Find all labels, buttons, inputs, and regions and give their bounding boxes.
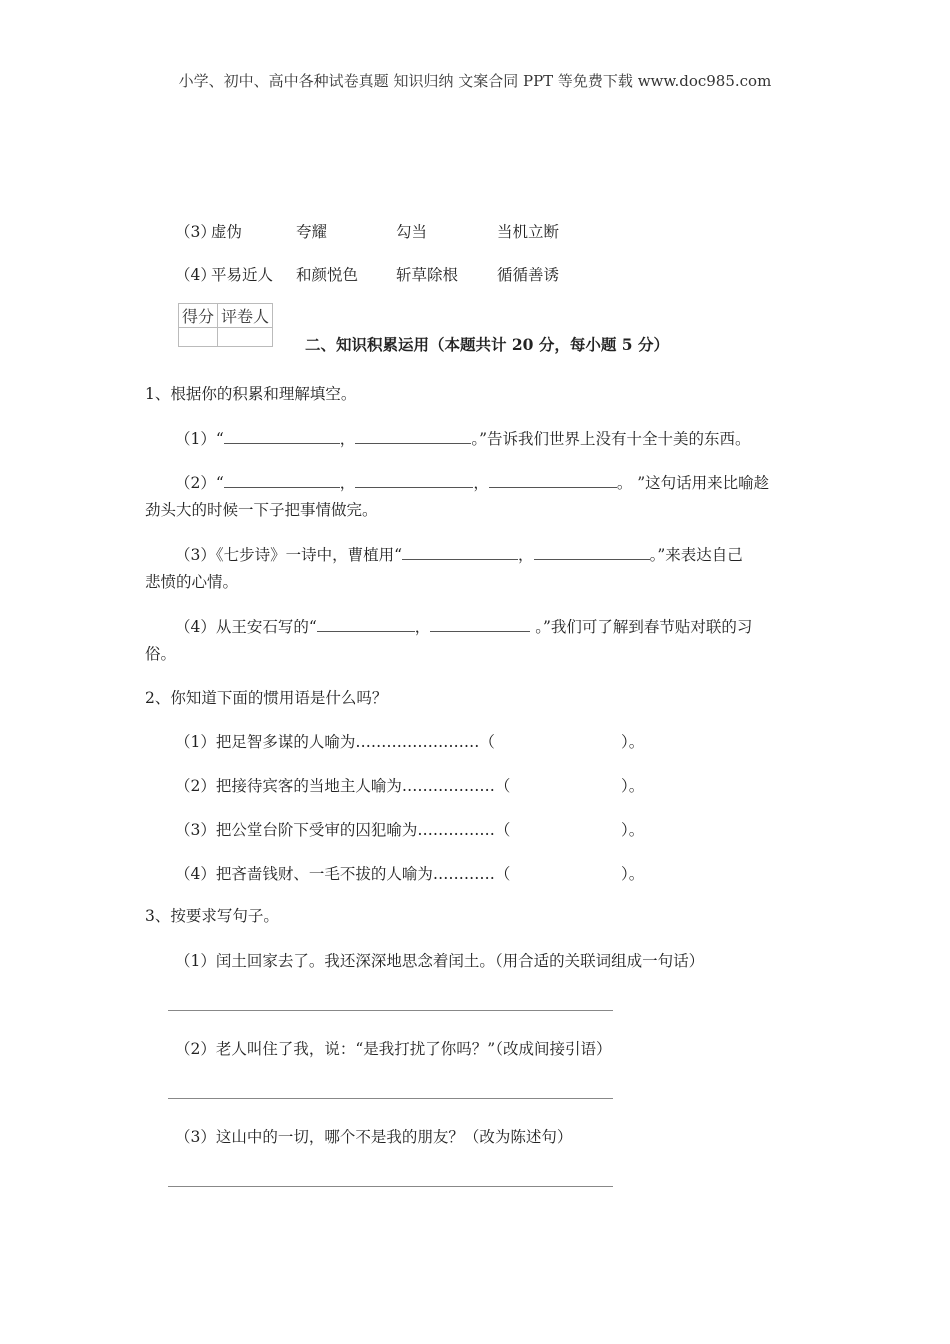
q3-item-1: （1）闰土回家去了。我还深深地思念着闰土。（用合适的关联词组成一句话） bbox=[175, 952, 705, 970]
answer-line[interactable] bbox=[168, 1010, 613, 1011]
word-group-4-word: 平易近人 bbox=[211, 266, 274, 284]
word-group-4-word: 和颜悦色 bbox=[296, 266, 359, 284]
word-group-3-word: 当机立断 bbox=[497, 223, 560, 241]
fill-blank[interactable] bbox=[355, 471, 473, 488]
q1-item-3: （3）《七步诗》一诗中，曹植用“ ， 。”来表达自己 bbox=[175, 543, 743, 566]
word-group-3-word: 勾当 bbox=[396, 223, 428, 241]
word-group-4-num: （4） bbox=[175, 266, 216, 284]
grader-cell[interactable] bbox=[218, 328, 273, 347]
q3-item-2: （2）老人叫住了我，说：“是我打扰了你吗？”（改成间接引语） bbox=[175, 1040, 612, 1058]
grader-header: 评卷人 bbox=[218, 304, 273, 328]
question-2-title: 2、你知道下面的惯用语是什么吗？ bbox=[145, 689, 388, 707]
word-group-4-word: 斩草除根 bbox=[396, 266, 459, 284]
q2-item-3: （3）把公堂台阶下受审的囚犯喻为……………（ bbox=[175, 821, 511, 839]
answer-line[interactable] bbox=[168, 1098, 613, 1099]
q2-item-3-close: ）。 bbox=[621, 821, 645, 839]
q2-item-1-close: ）。 bbox=[621, 733, 645, 751]
fill-blank[interactable] bbox=[402, 543, 518, 560]
fill-blank[interactable] bbox=[317, 615, 415, 632]
answer-line[interactable] bbox=[168, 1186, 613, 1187]
score-cell[interactable] bbox=[179, 328, 218, 347]
q3-item-3: （3）这山中的一切，哪个不是我的朋友？（改为陈述句） bbox=[175, 1128, 573, 1146]
q2-item-4: （4）把吝啬钱财、一毛不拔的人喻为…………（ bbox=[175, 865, 511, 883]
q2-item-4-close: ）。 bbox=[621, 865, 645, 883]
q1-item-1: （1）“ ， 。”告诉我们世界上没有十全十美的东西。 bbox=[175, 427, 751, 450]
question-1-title: 1、根据你的积累和理解填空。 bbox=[145, 385, 357, 403]
page-header: 小学、初中、高中各种试卷真题 知识归纳 文案合同 PPT 等免费下载 www.doc985.com bbox=[178, 72, 772, 90]
question-3-title: 3、按要求写句子。 bbox=[145, 907, 279, 925]
fill-blank[interactable] bbox=[489, 471, 617, 488]
word-group-3-num: （3） bbox=[175, 223, 216, 241]
q1-item-2-cont: 劲头大的时候一下子把事情做完。 bbox=[145, 501, 378, 519]
q2-item-2: （2）把接待宾客的当地主人喻为………………（ bbox=[175, 777, 511, 795]
section-title: 二、知识积累运用（本题共计 20 分，每小题 5 分） bbox=[305, 335, 669, 354]
q1-item-4-cont: 俗。 bbox=[145, 645, 177, 663]
q1-item-3-cont: 悲愤的心情。 bbox=[145, 573, 239, 591]
q2-item-1: （1）把足智多谋的人喻为……………………（ bbox=[175, 733, 495, 751]
score-header: 得分 bbox=[179, 304, 218, 328]
word-group-4-word: 循循善诱 bbox=[497, 266, 560, 284]
q2-item-2-close: ）。 bbox=[621, 777, 645, 795]
word-group-3-word: 夸耀 bbox=[296, 223, 328, 241]
score-table bbox=[178, 303, 273, 347]
fill-blank[interactable] bbox=[224, 427, 340, 444]
q1-item-4: （4）从王安石写的“ ， 。”我们可了解到春节贴对联的习 bbox=[175, 615, 752, 638]
fill-blank[interactable] bbox=[224, 471, 340, 488]
fill-blank[interactable] bbox=[430, 615, 530, 632]
word-group-3-word: 虚伪 bbox=[211, 223, 243, 241]
q1-item-2: （2）“ ， ， 。 ”这句话用来比喻趁 bbox=[175, 471, 769, 494]
fill-blank[interactable] bbox=[355, 427, 471, 444]
fill-blank[interactable] bbox=[534, 543, 650, 560]
